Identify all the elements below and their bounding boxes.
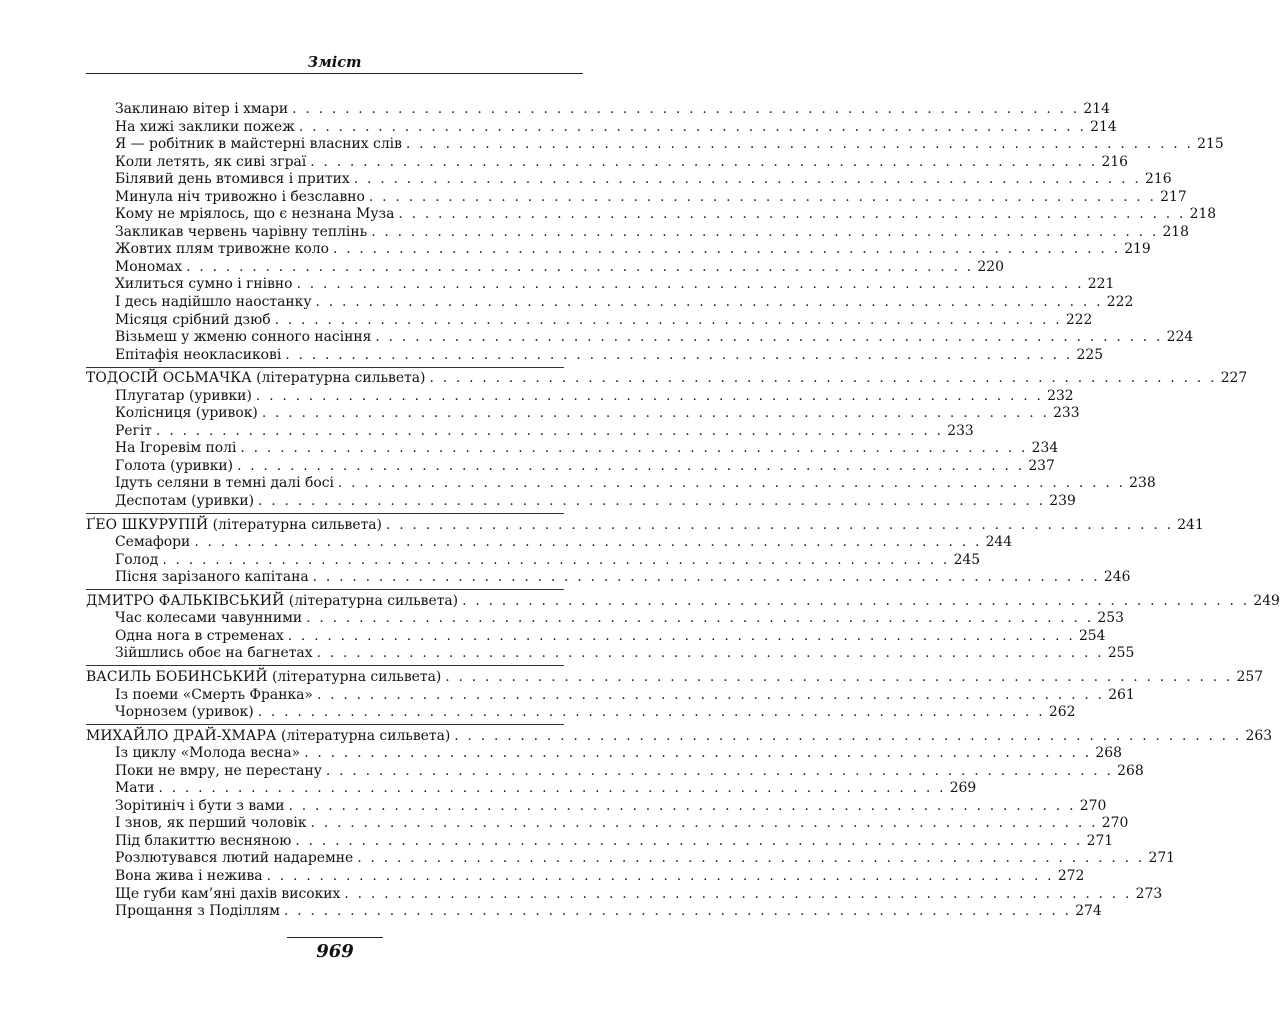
section-title [86, 728, 450, 746]
toc-entry [86, 627, 1106, 646]
footer-rule [287, 937, 383, 938]
toc-entry [86, 311, 1093, 330]
dot-leader: . . . . . . . . . . . . . . . . . . . . . . . . . . . . . . . . . . . . . . . . . . . . . . . . . . . . . . . . . . . . [398, 206, 1186, 223]
entry-title: Коли летять, як сиві зграї [115, 153, 307, 170]
page-ref: 271 [1086, 832, 1114, 849]
entry-title: Жовтих плям тривожне коло [115, 241, 329, 258]
toc-entry [86, 569, 1131, 587]
entry-title: Ще губи кам’яні дахів високих [115, 885, 341, 902]
page-ref: 216 [1101, 153, 1128, 170]
page-ref: 233 [947, 422, 974, 439]
page-number: 969 [316, 941, 354, 962]
dot-leader: . . . . . . . . . . . . . . . . . . . . . . . . . . . . . . . . . . . . . . . . . . . . . . . . . . . . . . . . . . . . [240, 440, 1028, 457]
toc-entry [86, 171, 1172, 189]
dot-leader: . . . . . . . . . . . . . . . . . . . . . . . . . . . . . . . . . . . . . . . . . . . . . . . . . . . . . . . . . . . . [310, 815, 1098, 832]
toc-entry [86, 475, 1156, 493]
entry-title: Регіт [115, 422, 152, 439]
toc-entry [86, 815, 1129, 833]
entry-title: Мономах [115, 258, 183, 275]
page-ref: 246 [1103, 569, 1131, 586]
running-header [86, 52, 583, 74]
page-ref: 216 [1145, 171, 1172, 188]
dot-leader: . . . . . . . . . . . . . . . . . . . . . . . . . . . . . . . . . . . . . . . . . . . . . . . . . . . . . . . . . . . . [344, 885, 1132, 902]
toc-section-heading [86, 727, 1273, 746]
section-title [86, 669, 441, 687]
section-note: (літературна сильвета) [251, 370, 426, 387]
entry-title: На хижі заклики пожеж [115, 118, 295, 135]
entry-title: Вона жива і нежива [115, 867, 263, 884]
entry-title: Голод [115, 551, 159, 568]
entry-title: Кому не мріялось, що є незнана Муза [115, 206, 395, 223]
dot-leader: . . . . . . . . . . . . . . . . . . . . . . . . . . . . . . . . . . . . . . . . . . . . . . . . . . . . . . . . . . . . [357, 850, 1145, 867]
dot-leader: . . . . . . . . . . . . . . . . . . . . . . . . . . . . . . . . . . . . . . . . . . . . . . . . . . . . . . . . . . . . [162, 551, 950, 568]
toc-entry [86, 153, 1128, 172]
page-ref: 268 [1117, 762, 1144, 779]
dot-leader: . . . . . . . . . . . . . . . . . . . . . . . . . . . . . . . . . . . . . . . . . . . . . . . . . . . . . . . . . . . . [368, 188, 1157, 205]
entry-title: Візьмеш у жменю сонного насіння [115, 329, 372, 346]
section-title [86, 370, 425, 388]
dot-leader: . . . . . . . . . . . . . . . . . . . . . . . . . . . . . . . . . . . . . . . . . . . . . . . . . . . . . . . . . . . . [306, 610, 1094, 627]
toc-entry [86, 206, 1217, 224]
dot-leader: . . . . . . . . . . . . . . . . . . . . . . . . . . . . . . . . . . . . . . . . . . . . . . . . . . . . . . . . . . . . [237, 457, 1025, 474]
entry-title: І десь надійшло наостанку [115, 294, 312, 311]
dot-leader: . . . . . . . . . . . . . . . . . . . . . . . . . . . . . . . . . . . . . . . . . . . . . . . . . . . . . . . . . . . . [295, 832, 1083, 849]
dot-leader: . . . . . . . . . . . . . . . . . . . . . . . . . . . . . . . . . . . . . . . . . . . . . . . . . . . . . . . . . . . . [462, 592, 1250, 609]
dot-leader: . . . . . . . . . . . . . . . . . . . . . . . . . . . . . . . . . . . . . . . . . . . . . . . . . . . . . . . . . . . . [405, 136, 1194, 153]
toc-entry [86, 440, 1059, 458]
entry-title: Колісниця (уривок) [115, 405, 258, 422]
dot-leader: . . . . . . . . . . . . . . . . . . . . . . . . . . . . . . . . . . . . . . . . . . . . . . . . . . . . . . . . . . . . [304, 745, 1092, 762]
page-ref: 263 [1245, 727, 1273, 744]
section-title [86, 593, 458, 611]
entry-title: Деспотам (уривки) [115, 493, 255, 510]
page-ref: 233 [1053, 405, 1080, 422]
dot-leader: . . . . . . . . . . . . . . . . . . . . . . . . . . . . . . . . . . . . . . . . . . . . . . . . . . . . . . . . . . . . [332, 241, 1121, 258]
author-name: ДМИТРО ФАЛЬКІВСЬКИЙ [86, 592, 285, 609]
header-rule [86, 73, 583, 74]
page-ref: 253 [1097, 610, 1124, 627]
dot-leader: . . . . . . . . . . . . . . . . . . . . . . . . . . . . . . . . . . . . . . . . . . . . . . . . . . . . . . . . . . . . [316, 686, 1105, 703]
page-ref: 257 [1236, 668, 1264, 685]
author-name: ВАСИЛЬ БОБИНСЬКИЙ [86, 668, 268, 685]
author-name: ТОДОСІЙ ОСЬМАЧКА [86, 370, 252, 387]
dot-leader: . . . . . . . . . . . . . . . . . . . . . . . . . . . . . . . . . . . . . . . . . . . . . . . . . . . . . . . . . . . . [337, 475, 1126, 492]
toc-entry [86, 136, 1224, 154]
author-name: МИХАЙЛО ДРАЙ-ХМАРА [86, 727, 277, 744]
dot-leader: . . . . . . . . . . . . . . . . . . . . . . . . . . . . . . . . . . . . . . . . . . . . . . . . . . . . . . . . . . . . [429, 370, 1217, 387]
toc-entry [86, 686, 1135, 705]
dot-leader: . . . . . . . . . . . . . . . . . . . . . . . . . . . . . . . . . . . . . . . . . . . . . . . . . . . . . . . . . . . . [155, 422, 944, 439]
toc-entry [86, 903, 1102, 921]
dot-leader: . . . . . . . . . . . . . . . . . . . . . . . . . . . . . . . . . . . . . . . . . . . . . . . . . . . . . . . . . . . . [257, 704, 1045, 721]
entry-title: Закликав червень чарівну теплінь [115, 223, 368, 240]
entry-title: Голота (уривки) [115, 457, 234, 474]
dot-leader: . . . . . . . . . . . . . . . . . . . . . . . . . . . . . . . . . . . . . . . . . . . . . . . . . . . . . . . . . . . . [315, 294, 1103, 311]
toc-entry [86, 867, 1085, 886]
page-ref: 255 [1107, 645, 1135, 662]
toc-entry [86, 346, 1104, 365]
dot-leader: . . . . . . . . . . . . . . . . . . . . . . . . . . . . . . . . . . . . . . . . . . . . . . . . . . . . . . . . . . . . [353, 171, 1142, 188]
page-ref: 227 [1220, 370, 1248, 387]
dot-leader: . . . . . . . . . . . . . . . . . . . . . . . . . . . . . . . . . . . . . . . . . . . . . . . . . . . . . . . . . . . . [316, 645, 1104, 662]
dot-leader: . . . . . . . . . . . . . . . . . . . . . . . . . . . . . . . . . . . . . . . . . . . . . . . . . . . . . . . . . . . . [298, 118, 1087, 135]
dot-leader: . . . . . . . . . . . . . . . . . . . . . . . . . . . . . . . . . . . . . . . . . . . . . . . . . . . . . . . . . . . . [194, 534, 982, 551]
dot-leader: . . . . . . . . . . . . . . . . . . . . . . . . . . . . . . . . . . . . . . . . . . . . . . . . . . . . . . . . . . . . [312, 569, 1100, 586]
entry-title: Плугатар (уривки) [115, 387, 252, 404]
section-title [86, 517, 382, 535]
entry-title: Поки не вмру, не перестану [115, 762, 322, 779]
toc-entry [86, 457, 1055, 476]
toc-entry [86, 745, 1122, 763]
section-note: (літературна сильвета) [284, 592, 459, 609]
toc-entry [86, 797, 1107, 816]
dot-leader: . . . . . . . . . . . . . . . . . . . . . . . . . . . . . . . . . . . . . . . . . . . . . . . . . . . . . . . . . . . . [385, 516, 1174, 533]
page-ref: 234 [1031, 440, 1059, 457]
toc-section [86, 724, 1273, 921]
page-ref: 221 [1087, 276, 1115, 293]
page-ref: 214 [1090, 118, 1117, 135]
entry-title: Під блакиттю весняною [115, 832, 292, 849]
entry-title: Зорітиніч і бути з вами [115, 797, 285, 814]
toc-section-heading [86, 592, 1280, 611]
dot-leader: . . . . . . . . . . . . . . . . . . . . . . . . . . . . . . . . . . . . . . . . . . . . . . . . . . . . . . . . . . . . [292, 101, 1080, 117]
page-ref: 218 [1162, 223, 1189, 240]
page-ref: 217 [1160, 188, 1187, 205]
toc-entry [86, 118, 1117, 137]
dot-leader: . . . . . . . . . . . . . . . . . . . . . . . . . . . . . . . . . . . . . . . . . . . . . . . . . . . . . . . . . . . . [287, 627, 1075, 644]
toc-entry [86, 704, 1076, 722]
entry-title: Чорнозем (уривок) [115, 704, 254, 721]
author-name: ҐЕО ШКУРУПІЙ [86, 516, 209, 533]
dot-leader: . . . . . . . . . . . . . . . . . . . . . . . . . . . . . . . . . . . . . . . . . . . . . . . . . . . . . . . . . . . . [288, 797, 1076, 814]
page-ref: 244 [985, 534, 1013, 551]
toc-entry [86, 258, 1004, 277]
page-ref: 238 [1129, 475, 1156, 492]
entry-title: Одна нога в стременах [115, 627, 284, 644]
page-ref: 261 [1108, 686, 1135, 703]
entry-title: Семафори [115, 534, 191, 551]
toc-entry [86, 493, 1076, 511]
page-ref: 222 [1106, 294, 1134, 311]
page-ref: 262 [1048, 704, 1076, 721]
toc-entry [86, 850, 1176, 868]
table-of-contents [86, 101, 1280, 921]
toc-entry [86, 188, 1187, 207]
entry-title: Ідуть селяни в темні далі босі [115, 475, 334, 492]
dot-leader: . . . . . . . . . . . . . . . . . . . . . . . . . . . . . . . . . . . . . . . . . . . . . . . . . . . . . . . . . . . . [296, 276, 1084, 293]
toc-entry [86, 780, 977, 798]
toc-section [86, 101, 1224, 364]
toc-entry [86, 329, 1194, 347]
page-ref: 239 [1049, 493, 1076, 510]
toc-entry [86, 885, 1163, 904]
dot-leader: . . . . . . . . . . . . . . . . . . . . . . . . . . . . . . . . . . . . . . . . . . . . . . . . . . . . . . . . . . . . [285, 346, 1073, 363]
page-ref: 222 [1065, 311, 1093, 328]
page-ref: 214 [1083, 101, 1110, 117]
entry-title: Я — робітник в майстерні власних слів [115, 136, 402, 153]
entry-title: Білявий день втомився і притих [115, 171, 350, 188]
toc-entry [86, 223, 1189, 242]
dot-leader: . . . . . . . . . . . . . . . . . . . . . . . . . . . . . . . . . . . . . . . . . . . . . . . . . . . . . . . . . . . . [283, 903, 1072, 920]
entry-title: Розлютувався лютий надаремне [115, 850, 354, 867]
toc-section [86, 513, 1204, 587]
dot-leader: . . . . . . . . . . . . . . . . . . . . . . . . . . . . . . . . . . . . . . . . . . . . . . . . . . . . . . . . . . . . [274, 311, 1062, 328]
section-note: (літературна сильвета) [276, 727, 451, 744]
toc-entry [86, 762, 1144, 781]
dot-leader: . . . . . . . . . . . . . . . . . . . . . . . . . . . . . . . . . . . . . . . . . . . . . . . . . . . . . . . . . . . . [375, 329, 1163, 346]
dot-leader: . . . . . . . . . . . . . . . . . . . . . . . . . . . . . . . . . . . . . . . . . . . . . . . . . . . . . . . . . . . . [445, 668, 1233, 685]
dot-leader: . . . . . . . . . . . . . . . . . . . . . . . . . . . . . . . . . . . . . . . . . . . . . . . . . . . . . . . . . . . . [454, 727, 1242, 744]
page-ref: 268 [1095, 745, 1122, 762]
toc-section [86, 367, 1248, 511]
page-ref: 274 [1075, 903, 1102, 920]
dot-leader: . . . . . . . . . . . . . . . . . . . . . . . . . . . . . . . . . . . . . . . . . . . . . . . . . . . . . . . . . . . . [255, 387, 1044, 404]
page-ref: 270 [1079, 797, 1107, 814]
dot-leader: . . . . . . . . . . . . . . . . . . . . . . . . . . . . . . . . . . . . . . . . . . . . . . . . . . . . . . . . . . . . [310, 153, 1098, 170]
toc-section [86, 665, 1264, 721]
entry-title: Минула ніч тривожно і безславно [115, 188, 365, 205]
section-note: (літературна сильвета) [267, 668, 442, 685]
entry-title: Прощання з Поділлям [115, 903, 280, 920]
page-ref: 254 [1078, 627, 1106, 644]
dot-leader: . . . . . . . . . . . . . . . . . . . . . . . . . . . . . . . . . . . . . . . . . . . . . . . . . . . . . . . . . . . . [261, 405, 1050, 422]
entry-title: Із циклу «Молода весна» [115, 745, 301, 762]
toc-section-heading [86, 516, 1204, 535]
entry-title: Заклинаю вітер і хмари [115, 101, 289, 117]
entry-title: Час колесами чавунними [115, 610, 303, 627]
toc-entry [86, 294, 1134, 312]
page-ref: 245 [953, 551, 981, 568]
page-ref: 232 [1047, 387, 1074, 404]
toc-entry [86, 241, 1151, 259]
toc-entry [86, 101, 1110, 119]
page-ref: 219 [1124, 241, 1151, 258]
toc-entry [86, 610, 1124, 628]
section-note: (літературна сильвета) [208, 516, 382, 533]
page-ref: 249 [1253, 592, 1280, 609]
toc-section-heading [86, 370, 1248, 388]
page-ref: 270 [1101, 815, 1129, 832]
page-ref: 220 [977, 258, 1004, 275]
entry-title: Хилиться сумно і гнівно [115, 276, 293, 293]
toc-entry [86, 422, 974, 441]
page-ref: 225 [1076, 346, 1104, 363]
dot-leader: . . . . . . . . . . . . . . . . . . . . . . . . . . . . . . . . . . . . . . . . . . . . . . . . . . . . . . . . . . . . [158, 780, 946, 797]
toc-entry [86, 832, 1114, 851]
page-ref: 218 [1189, 206, 1217, 223]
page-ref: 272 [1057, 867, 1085, 884]
toc-entry [86, 551, 981, 570]
page-ref: 237 [1028, 457, 1055, 474]
entry-title: Мати [115, 780, 155, 797]
entry-title: Із поеми «Смерть Франка» [115, 686, 313, 703]
page-ref: 224 [1166, 329, 1194, 346]
entry-title: На Ігоревім полі [115, 440, 237, 457]
toc-section-heading [86, 668, 1264, 687]
toc-section [86, 589, 1280, 663]
toc-entry [86, 387, 1074, 406]
dot-leader: . . . . . . . . . . . . . . . . . . . . . . . . . . . . . . . . . . . . . . . . . . . . . . . . . . . . . . . . . . . . [258, 493, 1046, 510]
entry-title: Пісня зарізаного капітана [115, 569, 309, 586]
page-ref: 215 [1197, 136, 1224, 153]
dot-leader: . . . . . . . . . . . . . . . . . . . . . . . . . . . . . . . . . . . . . . . . . . . . . . . . . . . . . . . . . . . . [371, 223, 1159, 240]
toc-entry [86, 276, 1115, 294]
dot-leader: . . . . . . . . . . . . . . . . . . . . . . . . . . . . . . . . . . . . . . . . . . . . . . . . . . . . . . . . . . . . [325, 762, 1114, 779]
page-ref: 271 [1148, 850, 1176, 867]
toc-entry [86, 645, 1135, 663]
toc-entry [86, 405, 1080, 423]
dot-leader: . . . . . . . . . . . . . . . . . . . . . . . . . . . . . . . . . . . . . . . . . . . . . . . . . . . . . . . . . . . . [186, 258, 974, 275]
entry-title: Місяця срібний дзюб [115, 311, 271, 328]
page-ref: 273 [1135, 885, 1163, 902]
entry-title: І знов, як перший чоловік [115, 815, 307, 832]
page-ref: 241 [1177, 516, 1204, 533]
entry-title: Зійшлись обоє на багнетах [115, 645, 313, 662]
header-title: Зміст [307, 54, 362, 71]
toc-entry [86, 534, 1013, 552]
entry-title: Епітафія неокласикові [115, 346, 282, 363]
dot-leader: . . . . . . . . . . . . . . . . . . . . . . . . . . . . . . . . . . . . . . . . . . . . . . . . . . . . . . . . . . . . [266, 867, 1054, 884]
page-ref: 269 [949, 780, 977, 797]
